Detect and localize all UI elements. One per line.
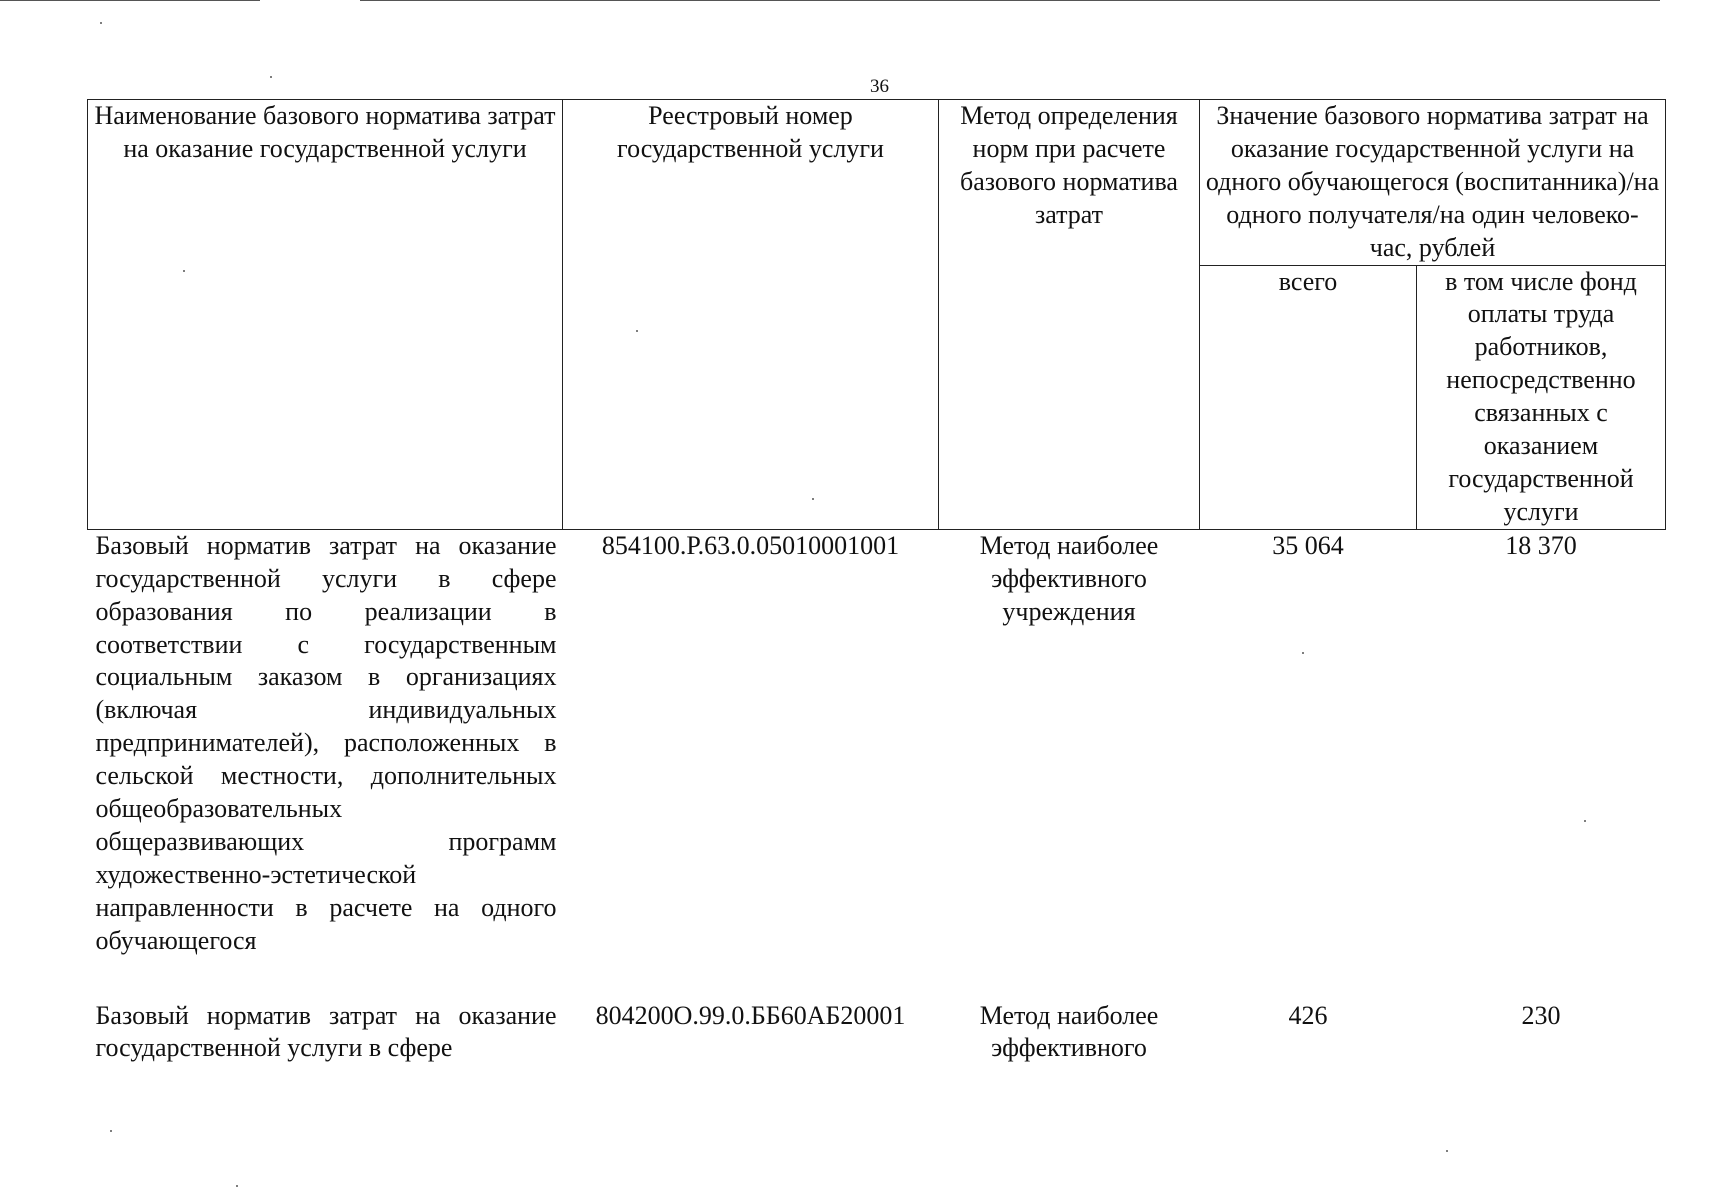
scan-speck	[1446, 1150, 1448, 1152]
scan-speck	[1584, 820, 1586, 822]
page-number: 36	[870, 76, 889, 97]
row-fot: 230	[1521, 1000, 1561, 1030]
header-total: всего	[1200, 265, 1417, 529]
scan-speck	[236, 1185, 238, 1187]
scan-speck	[270, 76, 272, 78]
header-registry: Реестровый номер государственной услуги	[563, 100, 939, 530]
scan-speck	[100, 22, 102, 24]
row-total: 426	[1288, 1000, 1328, 1030]
table-row	[88, 1000, 1666, 1066]
row-registry-number: 804200О.99.0.ББ60АБ20001	[595, 1000, 906, 1030]
table-header-row	[88, 100, 1666, 266]
cost-norms-table	[87, 99, 1666, 1065]
row-fot: 18 370	[1505, 530, 1577, 560]
header-fot: в том числе фонд оплаты труда работников, непосредственно связанных с оказанием государственной услуги	[1417, 265, 1666, 529]
row-method: Метод наиболее эффективного учреждения	[979, 530, 1159, 626]
row-name: Базовый норматив затрат на оказание государственной услуги в сфере	[95, 1000, 557, 1063]
row-name: Базовый норматив затрат на оказание государственной услуги в сфере образования по реализации в соответствии с государственным социальным заказом в организациях (включая индивидуальных предпринимателей), расположенных в сельской местности, дополнительных общеобразовательных общеразвивающих программ художественно-эстетической направленности в расчете на одного обучающегося	[95, 530, 557, 955]
header-value: Значение базового норматива затрат на оказание государственной услуги на одного обучающегося (воспитанника)/на одного получателя/на один человеко-час, рублей	[1200, 100, 1666, 266]
scan-speck	[110, 1130, 112, 1132]
scan-speck	[636, 330, 638, 332]
row-total: 35 064	[1272, 530, 1344, 560]
top-rule	[0, 0, 260, 1]
top-rule	[360, 0, 1660, 1]
table-row	[88, 529, 1666, 999]
scan-speck	[812, 498, 814, 500]
header-method: Метод определения норм при расчете базового норматива затрат	[939, 100, 1200, 530]
scan-speck	[183, 270, 185, 272]
scan-speck	[1302, 652, 1304, 654]
header-name: Наименование базового норматива затрат на оказание государственной услуги	[88, 100, 563, 530]
row-registry-number: 854100.Р.63.0.05010001001	[601, 530, 900, 560]
row-method: Метод наиболее эффективного	[979, 1000, 1159, 1063]
